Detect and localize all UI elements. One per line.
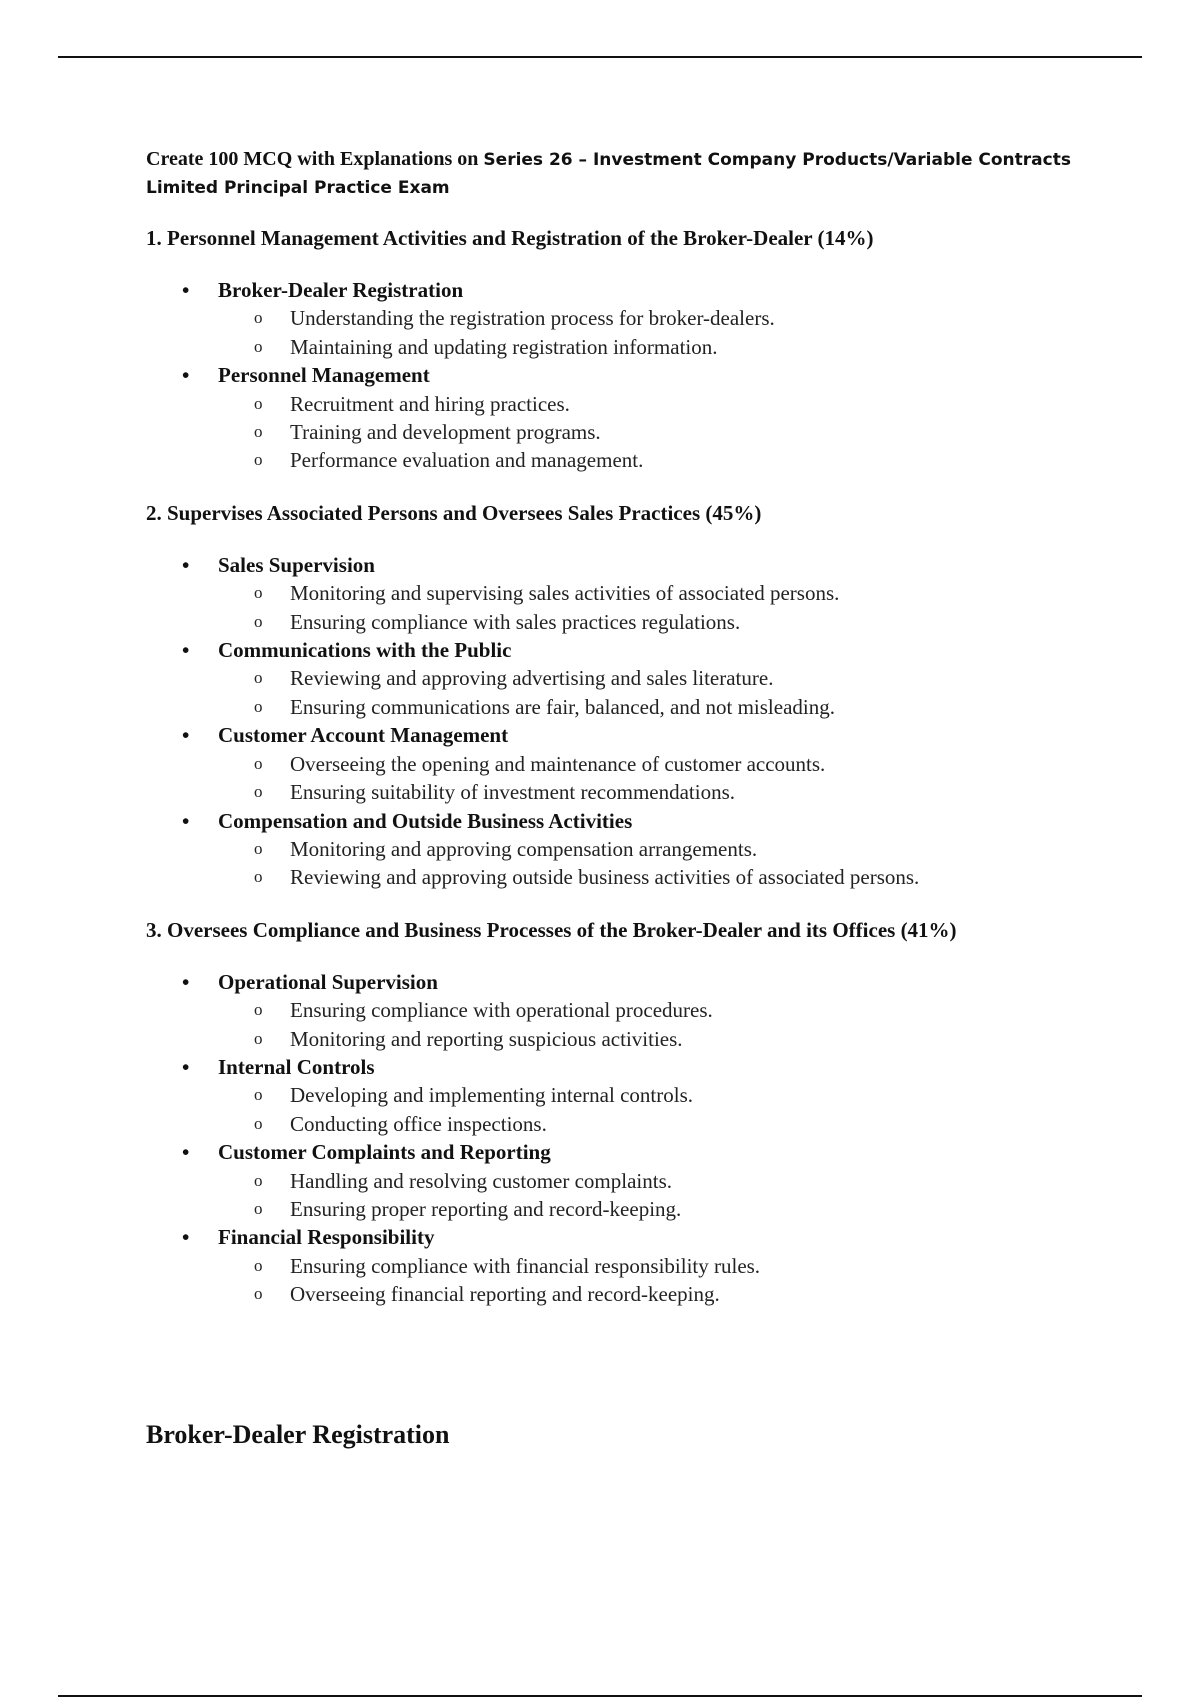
bullet-icon: • (182, 363, 190, 388)
circle-bullet-icon: o (254, 308, 263, 328)
topic-item (146, 551, 1106, 636)
subtopic-text: Overseeing the opening and maintenance of customer accounts. (290, 751, 826, 776)
bullet-icon: • (182, 1140, 190, 1165)
subtopic-item (218, 750, 1106, 778)
topic-item (146, 807, 1106, 892)
subtopic-text: Ensuring communications are fair, balanced, and not misleading. (290, 694, 835, 719)
subtopic-list (218, 390, 1106, 475)
document-title (146, 146, 1106, 202)
sections-container (146, 224, 1106, 1309)
subtopic-item (218, 996, 1106, 1024)
document-body (146, 146, 1106, 1333)
topic-label: Internal Controls (218, 1054, 375, 1079)
bullet-icon: • (182, 1054, 190, 1079)
subtopic-item (218, 863, 1106, 891)
topic-label: Customer Complaints and Reporting (218, 1140, 551, 1165)
subtopic-item (218, 1110, 1106, 1138)
subtopic-text: Ensuring compliance with financial responsibility rules. (290, 1253, 761, 1278)
next-section-heading: Broker-Dealer Registration (146, 1420, 450, 1449)
subtopic-text: Monitoring and approving compensation arrangements. (290, 836, 758, 861)
circle-bullet-icon: o (254, 753, 263, 773)
topic-label: Financial Responsibility (218, 1225, 435, 1250)
subtopic-text: Recruitment and hiring practices. (290, 391, 570, 416)
subtopic-list (218, 664, 1106, 721)
circle-bullet-icon: o (254, 336, 263, 356)
bullet-icon: • (182, 723, 190, 748)
topic-label: Communications with the Public (218, 638, 512, 663)
subtopic-text: Monitoring and supervising sales activities of associated persons. (290, 581, 840, 606)
bullet-icon: • (182, 969, 190, 994)
section-heading: 2. Supervises Associated Persons and Oversees Sales Practices (45%) (146, 500, 762, 525)
document-title-exam: Series 26 – Investment Company Products/Variable Contracts Limited Principal Practice Exam (146, 150, 1071, 198)
subtopic-list (218, 1252, 1106, 1309)
header-rule (58, 56, 1142, 58)
circle-bullet-icon: o (254, 1028, 263, 1048)
subtopic-list (218, 579, 1106, 636)
subtopic-text: Ensuring proper reporting and record-keeping. (290, 1196, 682, 1221)
circle-bullet-icon: o (254, 1284, 263, 1304)
topic-item (146, 636, 1106, 721)
subtopic-list (218, 1167, 1106, 1224)
subtopic-item (218, 1252, 1106, 1280)
subtopic-text: Performance evaluation and management. (290, 448, 644, 473)
subtopic-item (218, 304, 1106, 332)
circle-bullet-icon: o (254, 611, 263, 631)
subtopic-list (218, 750, 1106, 807)
subtopic-item (218, 1167, 1106, 1195)
subtopic-item (218, 608, 1106, 636)
subtopic-item (218, 418, 1106, 446)
subtopic-text: Reviewing and approving advertising and sales literature. (290, 666, 774, 691)
subtopic-list (218, 835, 1106, 892)
subtopic-item (218, 778, 1106, 806)
topic-item (146, 1223, 1106, 1308)
subtopic-text: Developing and implementing internal controls. (290, 1083, 693, 1108)
subtopic-text: Conducting office inspections. (290, 1111, 547, 1136)
document-title-lead: Create 100 MCQ with Explanations on (146, 148, 484, 170)
circle-bullet-icon: o (254, 1000, 263, 1020)
topic-list (146, 551, 1106, 892)
topic-list (146, 276, 1106, 475)
subtopic-list (218, 996, 1106, 1053)
subtopic-text: Ensuring suitability of investment recommendations. (290, 780, 736, 805)
topic-item (146, 1053, 1106, 1138)
topic-label: Sales Supervision (218, 552, 375, 577)
bullet-icon: • (182, 808, 190, 833)
subtopic-text: Handling and resolving customer complaints. (290, 1168, 673, 1193)
subtopic-item (218, 333, 1106, 361)
circle-bullet-icon: o (254, 583, 263, 603)
topic-label: Customer Account Management (218, 723, 509, 748)
subtopic-item (218, 579, 1106, 607)
bullet-icon: • (182, 638, 190, 663)
subtopic-text: Monitoring and reporting suspicious activities. (290, 1026, 683, 1051)
subtopic-item (218, 835, 1106, 863)
circle-bullet-icon: o (254, 1085, 263, 1105)
section-heading: 1. Personnel Management Activities and Registration of the Broker-Dealer (14%) (146, 226, 874, 250)
topic-item (146, 276, 1106, 361)
circle-bullet-icon: o (254, 696, 263, 716)
subtopic-text: Training and development programs. (290, 420, 601, 445)
circle-bullet-icon: o (254, 782, 263, 802)
circle-bullet-icon: o (254, 838, 263, 858)
subtopic-list (218, 1081, 1106, 1138)
topic-label: Broker-Dealer Registration (218, 278, 464, 302)
subtopic-item (218, 1195, 1106, 1223)
circle-bullet-icon: o (254, 1198, 263, 1218)
subtopic-text: Ensuring compliance with operational procedures. (290, 998, 713, 1023)
subtopic-item (218, 390, 1106, 418)
subtopic-text: Reviewing and approving outside business activities of associated persons. (290, 865, 920, 890)
subtopic-item (218, 664, 1106, 692)
circle-bullet-icon: o (254, 422, 263, 442)
subtopic-item (218, 1280, 1106, 1308)
subtopic-list (218, 304, 1106, 361)
circle-bullet-icon: o (254, 867, 263, 887)
subtopic-text: Ensuring compliance with sales practices regulations. (290, 609, 741, 634)
topic-item (146, 968, 1106, 1053)
circle-bullet-icon: o (254, 1113, 263, 1133)
subtopic-item (218, 693, 1106, 721)
footer-rule (58, 1695, 1142, 1697)
section-heading: 3. Oversees Compliance and Business Processes of the Broker-Dealer and its Offices (41%) (146, 917, 957, 942)
topic-label: Personnel Management (218, 363, 430, 388)
topic-list (146, 968, 1106, 1309)
subtopic-item (218, 1081, 1106, 1109)
subtopic-item (218, 1025, 1106, 1053)
bullet-icon: • (182, 278, 190, 302)
topic-item (146, 1138, 1106, 1223)
subtopic-text: Overseeing financial reporting and record-keeping. (290, 1282, 720, 1307)
bullet-icon: • (182, 1225, 190, 1250)
topic-label: Compensation and Outside Business Activities (218, 808, 633, 833)
circle-bullet-icon: o (254, 668, 263, 688)
circle-bullet-icon: o (254, 450, 263, 470)
subtopic-item (218, 446, 1106, 474)
subtopic-text: Maintaining and updating registration information. (290, 334, 718, 359)
subtopic-text: Understanding the registration process for broker-dealers. (290, 306, 775, 331)
circle-bullet-icon: o (254, 393, 263, 413)
circle-bullet-icon: o (254, 1170, 263, 1190)
topic-item (146, 721, 1106, 806)
topic-item (146, 361, 1106, 475)
circle-bullet-icon: o (254, 1255, 263, 1275)
topic-label: Operational Supervision (218, 969, 438, 994)
bullet-icon: • (182, 552, 190, 577)
